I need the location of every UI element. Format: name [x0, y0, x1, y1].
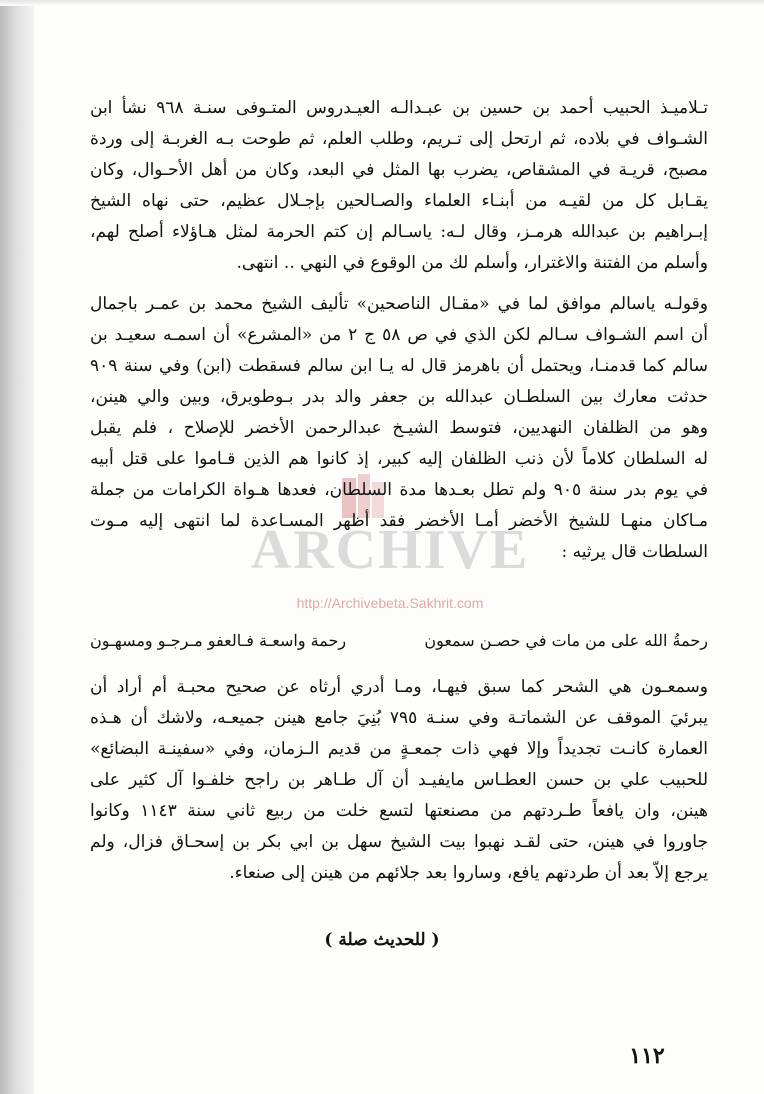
- text-line: العمارة كانـت تجديداً وإلا فهي ذات جمعـةٍ من قديم الـزمان، وفي «سفينـة البضائع»: [90, 739, 708, 759]
- watermark-title: ARCHIVE: [250, 519, 530, 581]
- text-line: يبرئيَ الموقف عن الشماتـة وفي سنـة ٧٩٥ بُنِيَ جامع هينن جميعـه، ولاشك أن هـذه: [90, 708, 708, 728]
- text-line: يقـابل كل من لقيـه من أبنـاء العلماء والصـالحين بإجـلال عظيم، حتى نهاه الشيخ: [90, 191, 708, 211]
- text-line: مـاكان منهـا للشيخ الأخضر أمـا الأخضر فقد أظهر المسـاعدة لما انتهى إليه مـوت: [90, 511, 708, 531]
- verse-hemistich-left: رحمة واسعـة فـالعفو مـرجـو ومسهـون: [90, 631, 347, 650]
- paragraph-3: [90, 672, 708, 889]
- verse-hemistich-right: رحمةُ الله على من مات في حصـن سمعون: [424, 631, 708, 650]
- watermark-url: http://Archivebeta.Sakhrit.com: [296, 595, 484, 611]
- scan-top-shadow: [0, 0, 764, 6]
- text-line: له السلطان كلاماً لأن ذنب الظلفان إليه كبير، إذ كانوا هم الذين قـاموا على قتل أبيه: [90, 449, 708, 469]
- text-line: الشـواف في بلاده، ثم ارتحل إلى تـريم، وطلب العلم، ثم طوحت بـه الغربـة إلى وردة: [90, 129, 708, 149]
- text-line: جاوروا في هينن، حتى لقـد نهبوا بيت الشيخ سهل بن ابي بكر بن إسحـاق فزال، ولم: [90, 832, 708, 852]
- text-line: مصبح، قريـة في المشقاص، يضرب بها المثل في البعد، وكان من أهل الأحـوال، وكان: [90, 160, 708, 180]
- body-text: [90, 93, 708, 568]
- text-line: سالم كما قدمنـا، ويحتمل أن باهرمز قال له يـا ابن سالم فسقطت (ابن) وفي سنة ٩٠٩: [90, 356, 708, 376]
- text-line: وسمعـون هي الشحر كما سبق فيهـا، ومـا أدري أرثاه عن صحيح محبـة أم أراد أن: [90, 677, 708, 697]
- text-line: تـلاميـذ الحبيب أحمد بن حسين بن عبـدالـه العيـدروس المتـوفى سنـة ٩٦٨ نشأ ابن: [90, 98, 708, 118]
- text-line: السلطات قال يرثيه :: [561, 542, 708, 562]
- text-line: إبـراهيم بن عبدالله هرمـز، وقال لـه: ياسـالم إن كتم الحرمة لمثل هـاؤلاء أصلح لهم،: [90, 222, 708, 242]
- to-be-continued-label: ( للحديث صلة ): [324, 930, 440, 950]
- page-number: ١١٢: [629, 1043, 665, 1069]
- body-text-continued: [90, 672, 708, 889]
- text-line: هينن، وان يافعاً طـردتهم من مصنعتها لتسع خلت من ربيع ثاني سنة ١١٤٣ وكانوا: [90, 801, 708, 821]
- text-line: يرجع إلاّ بعد أن طردتهم يافع، وساروا بعد جلائهم من هينن إلى صنعاء.: [229, 863, 708, 883]
- paragraph-1: [90, 93, 708, 279]
- text-line: للحبيب علي بن حسن العطـاس مايفيـد أن آل طـاهر بن راجح خلفـوا آل كثير على: [90, 770, 708, 790]
- paragraph-2: [90, 289, 708, 568]
- text-line: حدثت معارك بين السلطـان عبدالله بن جعفر والد بدر بـوطويرق، وبين والي هينن،: [90, 387, 708, 407]
- text-line: في يوم بدر سنة ٩٠٥ ولم تطل بعـدها مدة السلطان، فعدها هـواة الكرامات من جملة: [90, 480, 708, 500]
- text-line: وأسلم من الفتنة والاغترار، وأسلم لك من الوقوع في النهي .. انتهى.: [236, 253, 708, 273]
- poem-verse: [90, 625, 708, 656]
- text-line: أن اسم الشـواف سـالم لكن الذي في ص ٥٨ ج ٢ من «المشرع» أن اسمـه سعيـد بن: [90, 325, 708, 345]
- text-line: وقولـه ياسالم موافق لما في «مقـال الناصحين» تأليف الشيخ محمد بن عمـر باجمال: [90, 294, 708, 314]
- text-line: وهو من الظلفان النهديين، فتوسط الشيـخ عبدالرحمن الأخضر للإصلاح ، فلم يقبل: [90, 418, 708, 438]
